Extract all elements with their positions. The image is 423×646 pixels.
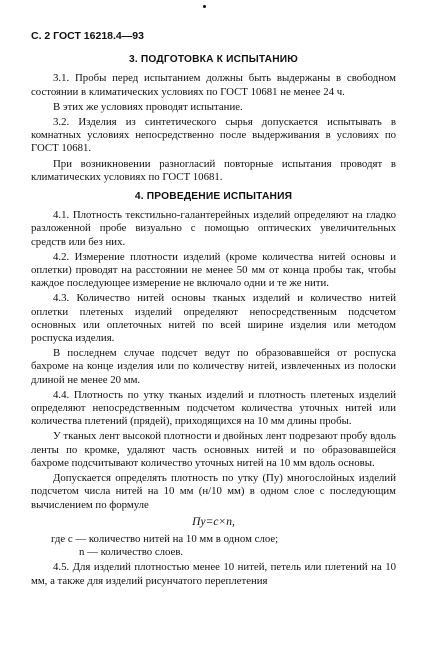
paragraph-3-1: 3.1. Пробы перед испытанием должны быть выдержаны в свободном состоянии в климатических условиях по ГОСТ 10681 не менее 24 ч. <box>31 72 396 98</box>
section-3-title: 3. ПОДГОТОВКА К ИСПЫТАНИЮ <box>128 54 299 66</box>
formula-definition-c: где c — количество нитей на 10 мм в одном слое; <box>51 532 279 545</box>
paragraph-4-4-note: У тканых лент высокой плотности и двойных лент подрезают пробу вдоль ленты по кромке, удаляют часть основных нитей и по образовавшейся бахроме подсчитывают количество уточных нитей на 10 мм вдоль основы. <box>31 430 396 469</box>
paragraph-3-2-note: При возникновении разногласий повторные испытания проводят в климатических условиях по ГОСТ 10681. <box>31 157 396 183</box>
formula-definition-n: n — количество слоев. <box>79 546 184 559</box>
section-4-title: 4. ПРОВЕДЕНИЕ ИСПЫТАНИЯ <box>134 191 293 203</box>
paragraph-3-2: 3.2. Изделия из синтетического сырья допускается испытывать в комнатных условиях непосредственно после выдерживания в условиях по ГОСТ 10681. <box>31 116 396 155</box>
paragraph-4-3-note: В последнем случае подсчет ведут по образовавшейся от роспуска бахроме на конце изделия или по количеству нитей, извлеченных из полоски длиной не менее 20 мм. <box>31 347 396 386</box>
paragraph-4-4-formula-intro: Допускается определять плотность по утку (Пу) многослойных изделий подсчетом числа нитей на 10 мм (н/10 мм) в одном слое с последующим вычислением по формуле <box>31 472 396 511</box>
formula: Пу=c×n, <box>192 515 235 528</box>
paragraph-4-2: 4.2. Измерение плотности изделий (кроме количества нитей основы и оплетки) проводят на расстоянии не менее 50 мм от конца пробы так, чтобы каждое последующее измерение не включало одни и те же нити. <box>31 250 396 290</box>
paragraph-4-4: 4.4. Плотность по утку тканых изделий и плотность плетеных изделий определяют непосредственным подсчетом количества уточных нитей или количества плетений (прядей), приходящихся на 10 мм длины пробы. <box>31 388 396 428</box>
page-mark <box>203 5 206 8</box>
paragraph-3-1-note: В этих же условиях проводят испытание. <box>53 100 243 113</box>
paragraph-4-1: 4.1. Плотность текстильно-галантерейных изделий определяют на гладко разложенной пробе визуально с помощью оптических увеличительных средств или без них. <box>31 209 396 248</box>
page-header: С. 2 ГОСТ 16218.4—93 <box>31 30 144 42</box>
paragraph-4-5: 4.5. Для изделий плотностью менее 10 нитей, петель или плетений на 10 мм, а также для изделий рисунчатого переплетения <box>31 561 396 587</box>
paragraph-4-3: 4.3. Количество нитей основы тканых изделий и количество нитей оплетки плетеных изделий определяют непосредственным подсчетом основных или оплеточных нитей по всей ширине изделия или методом роспуска изделия. <box>31 292 396 345</box>
